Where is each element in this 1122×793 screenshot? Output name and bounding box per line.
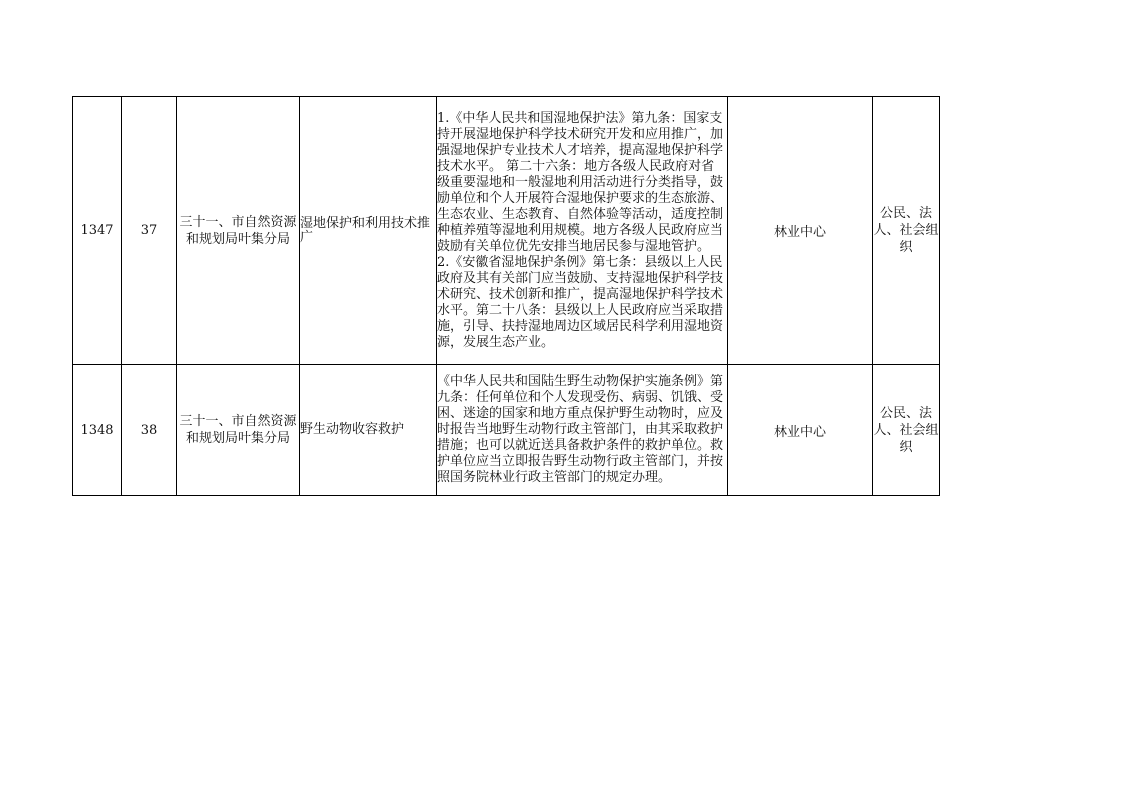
department-cell: 三十一、市自然资源和规划局叶集分局 [177,365,300,496]
serial-number-cell: 1348 [73,365,122,496]
legal-basis-paragraph: 1.《中华人民共和国湿地保护法》第九条：国家支持开展湿地保护科学技术研究开发和应用推广，加强湿地保护专业技术人才培养，提高湿地保护科学技术水平。 第二十六条：地方各级人民政府对省级重要湿地和一般湿地利用活动进行分类指导，鼓励单位和个人开展符合湿地保护要求的生态旅游、生态农业、生态教育、自然体验等活动，适度控制种植养殖等湿地利用规模。地方各级人民政府应当鼓励有关单位优先安排当地居民参与湿地管护。 [437,110,724,254]
legal-basis-cell [437,97,728,365]
serial-number-cell: 1347 [73,97,122,365]
sequence-number-cell: 37 [122,97,177,365]
service-target-cell: 公民、法人、社会组织 [873,97,940,365]
implementing-unit-cell: 林业中心 [728,365,873,496]
legal-basis-paragraph: 2.《安徽省湿地保护条例》第七条：县级以上人民政府及其有关部门应当鼓励、支持湿地保护科学技术研究、技术创新和推广，提高湿地保护科学技术水平。第二十八条：县级以上人民政府应当采取措施，引导、扶持湿地周边区域居民科学利用湿地资源，发展生态产业。 [437,254,724,350]
legal-basis-cell [437,365,728,496]
department-cell: 三十一、市自然资源和规划局叶集分局 [177,97,300,365]
service-items-table [72,96,940,496]
table-row [73,365,940,496]
implementing-unit-cell: 林业中心 [728,97,873,365]
item-name-cell: 野生动物收容救护 [300,365,437,496]
item-name-cell: 湿地保护和利用技术推广 [300,97,437,365]
legal-basis-paragraph: 《中华人民共和国陆生野生动物保护实施条例》第九条：任何单位和个人发现受伤、病弱、饥饿、受困、迷途的国家和地方重点保护野生动物时，应及时报告当地野生动物行政主管部门，由其采取救护措施；也可以就近送具备救护条件的救护单位。救护单位应当立即报告野生动物行政主管部门，并按照国务院林业行政主管部门的规定办理。 [437,374,724,485]
service-target-cell: 公民、法人、社会组织 [873,365,940,496]
table-row [73,97,940,365]
sequence-number-cell: 38 [122,365,177,496]
